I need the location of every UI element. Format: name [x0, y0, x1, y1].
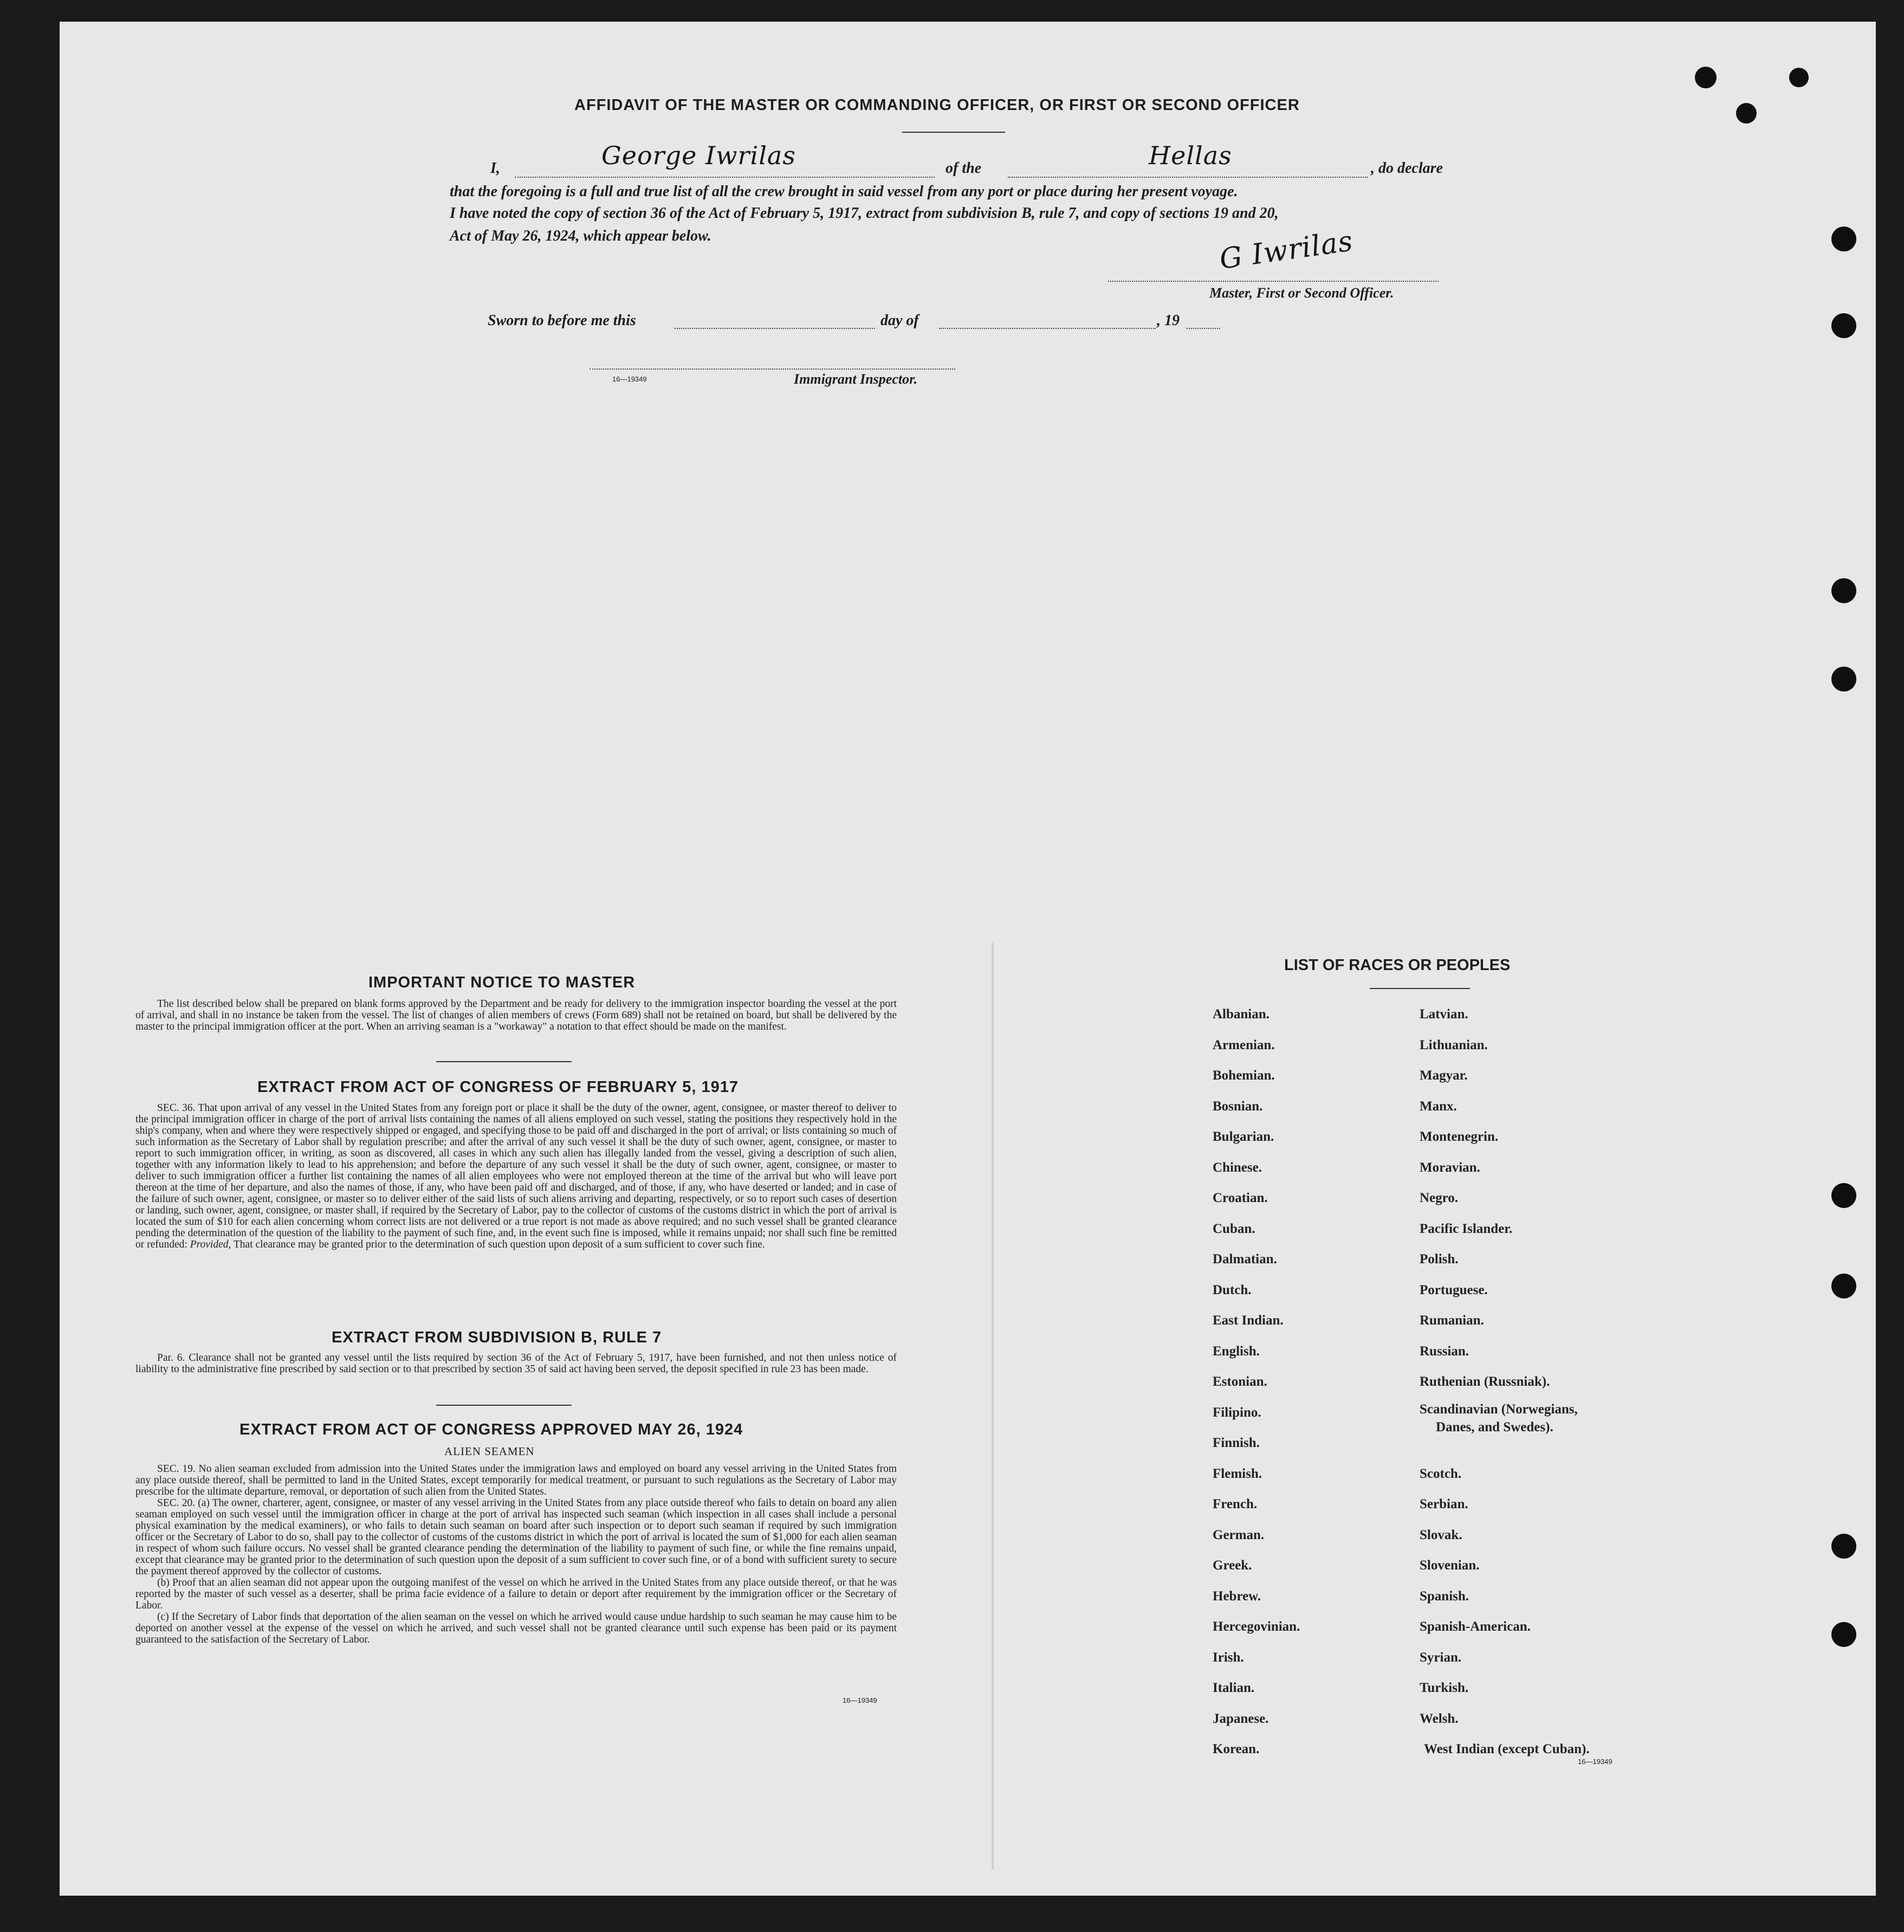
- sworn-date-line: [675, 328, 875, 329]
- race-item: Chinese.: [1213, 1160, 1262, 1175]
- extract1-text-b: That clearance may be granted prior to the determination of such question upon deposit of a sum sufficient to cover such fine.: [233, 1239, 765, 1250]
- race-item: Pacific Islander.: [1420, 1221, 1513, 1236]
- race-item: German.: [1213, 1527, 1265, 1542]
- race-item: Magyar.: [1420, 1068, 1468, 1083]
- sec20b-text: (b) Proof that an alien seaman did not appear upon the outgoing manifest of the vessel on which he arrived in the United States from any place outside thereof, or that he was reported by the master of such vessel as a deserter, shall be prima facie evidence of a failure to detain or deport after requirement by the immigration officer or the Secretary of Labor.: [135, 1577, 897, 1611]
- punch-hole: [1831, 313, 1856, 338]
- punch-hole: [1831, 227, 1856, 251]
- punch-hole: [1789, 68, 1809, 87]
- race-item: Japanese.: [1213, 1711, 1269, 1726]
- race-item: Spanish.: [1420, 1588, 1469, 1604]
- punch-hole: [1831, 667, 1856, 692]
- extract3-subtitle: ALIEN SEAMEN: [444, 1445, 535, 1458]
- race-item: Slovenian.: [1420, 1558, 1480, 1573]
- section-rule: [436, 1405, 572, 1406]
- signer-name-handwritten: George Iwrilas: [601, 141, 796, 170]
- title-rule: [902, 132, 1005, 133]
- race-item: Finnish.: [1213, 1436, 1260, 1450]
- race-item: Cuban.: [1213, 1221, 1255, 1236]
- race-item: Scotch.: [1420, 1466, 1462, 1481]
- extract3-body: [135, 1463, 897, 1645]
- race-item: Danes, and Swedes).: [1436, 1420, 1553, 1435]
- race-item: Armenian.: [1213, 1037, 1275, 1052]
- sworn-prefix: Sworn to before me this: [488, 312, 636, 329]
- extract2-text: Par. 6. Clearance shall not be granted any vessel until the lists required by section 36 of the Act of February 5, 1917, have been furnished, and not then unless notice of liability to the administrative fine prescribed by said section or to that prescribed by section 35 of said act having been served, the deposit specified in rule 23 has been made.: [135, 1352, 897, 1375]
- officer-signature: G Iwrilas: [1217, 225, 1355, 276]
- sworn-year: , 19: [1157, 312, 1180, 329]
- race-item: Turkish.: [1420, 1681, 1469, 1695]
- section-rule: [436, 1061, 572, 1062]
- affidavit-line2: that the foregoing is a full and true list of all the crew brought in said vessel from any port or place during her present voyage.: [450, 183, 1238, 200]
- sworn-year-line: [1187, 328, 1220, 329]
- sworn-month-line: [939, 328, 1156, 329]
- proviso-word: Provided,: [190, 1239, 231, 1250]
- race-item: Ruthenian (Russniak).: [1420, 1374, 1550, 1389]
- race-item: Latvian.: [1420, 1007, 1468, 1022]
- punch-hole: [1831, 1534, 1856, 1559]
- race-item: Hebrew.: [1213, 1588, 1261, 1604]
- race-item: Albanian.: [1213, 1007, 1270, 1022]
- race-item: Greek.: [1213, 1558, 1252, 1573]
- extract1-body: [135, 1102, 897, 1250]
- race-item: Slovak.: [1420, 1527, 1462, 1542]
- race-item: Italian.: [1213, 1681, 1255, 1695]
- race-item: Russian.: [1420, 1343, 1469, 1359]
- affidavit-line4: Act of May 26, 1924, which appear below.: [450, 228, 711, 244]
- race-item: Dutch.: [1213, 1282, 1252, 1297]
- race-item: West Indian (except Cuban).: [1424, 1742, 1590, 1756]
- race-item: Serbian.: [1420, 1497, 1468, 1511]
- notice-text: The list described below shall be prepared on blank forms approved by the Department and be ready for delivery to the immigration inspector boarding the vessel at the port of arrival, and shall in no instance be taken from the vessel. The list of changes of alien members of crews (Form 689) shall not be retained on board, but shall be delivered by the master to the principal immigration officer at the port. When an arriving seaman is a "workaway" a notation to that effect should be made on the manifest.: [135, 998, 897, 1032]
- vessel-field-line: [1008, 177, 1368, 178]
- race-item: Portuguese.: [1420, 1282, 1488, 1297]
- race-item: Manx.: [1420, 1099, 1457, 1114]
- race-item: Irish.: [1213, 1650, 1244, 1665]
- punch-hole: [1831, 578, 1856, 603]
- extract3-title: EXTRACT FROM ACT OF CONGRESS APPROVED MAY 26, 1924: [239, 1421, 743, 1438]
- inspector-signature-line: [590, 369, 955, 370]
- race-item: Welsh.: [1420, 1711, 1459, 1726]
- race-item: Hercegovinian.: [1213, 1619, 1300, 1634]
- affidavit-line1-suffix: , do declare: [1371, 160, 1443, 177]
- race-item: Negro.: [1420, 1191, 1459, 1205]
- race-item: Lithuanian.: [1420, 1037, 1488, 1052]
- inspector-caption: Immigrant Inspector.: [794, 371, 918, 387]
- race-item: Polish.: [1420, 1252, 1459, 1267]
- affidavit-line1-mid: of the: [945, 160, 982, 177]
- form-code: 16—19349: [843, 1696, 877, 1704]
- race-item: Moravian.: [1420, 1160, 1480, 1175]
- sworn-day: day of: [880, 312, 919, 329]
- punch-hole: [1831, 1274, 1856, 1298]
- notice-title: IMPORTANT NOTICE TO MASTER: [368, 974, 636, 991]
- punch-hole: [1736, 103, 1757, 124]
- race-item: Korean.: [1213, 1742, 1260, 1756]
- race-item: Filipino.: [1213, 1405, 1261, 1420]
- race-item: Syrian.: [1420, 1650, 1462, 1665]
- sec19-text: SEC. 19. No alien seaman excluded from admission into the United States under the immigration laws and employed on board any vessel arriving in the United States from any place outside thereof, shall be permitted to land in the United States, except temporarily for medical treatment, or pursuant to such regulations as the Secretary of Labor may prescribe for the ultimate departure, removal, or deportation of such alien from the United States.: [135, 1463, 897, 1497]
- races-title: LIST OF RACES OR PEOPLES: [1284, 957, 1511, 974]
- race-item: East Indian.: [1213, 1313, 1284, 1328]
- signature-line: [1108, 281, 1439, 282]
- race-item: Spanish-American.: [1420, 1619, 1531, 1634]
- affidavit-line3: I have noted the copy of section 36 of the Act of February 5, 1917, extract from subdivision B, rule 7, and copy of sections 19 and 20,: [450, 205, 1279, 222]
- sec20a-text: SEC. 20. (a) The owner, charterer, agent, consignee, or master of any vessel arriving in the United States from any place outside thereof who fails to detain on board any alien seaman employed on such vessel until the immigration officer in charge at the port of arrival has inspected such seaman (which inspection in all cases shall include a personal physical examination by the medical examiners), or who fails to detain such seaman on board after such inspection or to deport such seaman if required by such immigration officer or the Secretary of Labor to do so, shall pay to the collector of customs of the customs district in which the port of arrival is located the sum of $1,000 for each alien seaman in respect of whom such failure occurs. No vessel shall be granted clearance pending the determination of the liability to payment of such fine, or while the fine remains unpaid, except that clearance may be granted prior to the determination of such question upon the deposit of a sum sufficient to cover such fine, or of a bond with sufficient surety to secure the payment thereof approved by the collector of customs.: [135, 1497, 897, 1577]
- race-item: Rumanian.: [1420, 1313, 1484, 1328]
- affidavit-title: AFFIDAVIT OF THE MASTER OR COMMANDING OFFICER, OR FIRST OR SECOND OFFICER: [574, 96, 1300, 114]
- name-field-line: [515, 177, 935, 178]
- sec20c-text: (c) If the Secretary of Labor finds that deportation of the alien seaman on the vessel on which he arrived would cause undue hardship to such seaman he may cause him to be deported on another vessel at the expense of the vessel on which he arrived, and such vessel shall not be granted clearance until such expense has been paid or its payment guaranteed to the satisfaction of the Secretary of Labor.: [135, 1611, 897, 1645]
- signature-caption: Master, First or Second Officer.: [1209, 285, 1394, 301]
- race-item: Bulgarian.: [1213, 1129, 1274, 1144]
- punch-hole: [1695, 67, 1717, 88]
- race-item: Bohemian.: [1213, 1068, 1275, 1083]
- race-item: Dalmatian.: [1213, 1252, 1277, 1267]
- race-item: English.: [1213, 1343, 1260, 1359]
- race-item: Croatian.: [1213, 1191, 1268, 1205]
- extract1-text-a: SEC. 36. That upon arrival of any vessel in the United States from any foreign port or place it shall be the duty of the owner, agent, consignee, or master thereof to deliver to the principal immigration officer in charge of the port of arrival lists containing the names of all aliens employed on such vessel, stating the positions they respectively hold in the ship's company, when and where they were respectively shipped or engaged, and specifying those to be paid off and discharged in the port of arrival; or lists containing so much of such information as the Secretary of Labor shall by regulation prescribe; and after the arrival of any such vessel it shall be the duty of such owner, agent, consignee, or master to report to such immigration officer, in writing, as soon as discovered, all cases in which any such alien has illegally landed from the vessel, giving a description of such alien, together with any information likely to lead to his apprehension; and before the departure of any such vessel it shall be the duty of such owner, agent, consignee, or master to deliver to such immigration officer a further list containing the names of all alien employees who were not employed thereon at the time of the arrival but who will leave port thereon at the time of her departure, and also the names of those, if any, who have been paid off and discharged, and of those, if any, who have deserted or landed; and in case of the failure of such owner, agent, consignee, or master so to deliver either of the said lists of such aliens arriving and departing, respectively, or so to report such cases of desertion or landing, such owner, agent, consignee, or master shall, if required by the Secretary of Labor, pay to the collector of customs of the customs district in which the port of arrival is located the sum of $10 for each alien concerning whom correct lists are not delivered or a true report is not made as above required; and no such vessel shall be granted clearance pending the determination of the question of the liability to the payment of such fine, and, in the event such fine is imposed, while it remains unpaid; nor shall such fine be remitted or refunded:: [135, 1102, 897, 1250]
- race-item: Montenegrin.: [1420, 1129, 1499, 1144]
- race-item: Bosnian.: [1213, 1099, 1263, 1114]
- race-item: Flemish.: [1213, 1466, 1262, 1481]
- races-rule: [1370, 988, 1470, 989]
- extract1-title: EXTRACT FROM ACT OF CONGRESS OF FEBRUARY 5, 1917: [257, 1078, 739, 1096]
- page-fold: [992, 943, 994, 1870]
- affidavit-line1-prefix: I,: [490, 160, 500, 177]
- race-item: Estonian.: [1213, 1374, 1267, 1389]
- form-code: 16—19349: [1578, 1757, 1612, 1766]
- punch-hole: [1831, 1622, 1856, 1647]
- race-item: French.: [1213, 1497, 1258, 1511]
- race-item: Scandinavian (Norwegians,: [1420, 1401, 1578, 1417]
- punch-hole: [1831, 1183, 1856, 1208]
- extract2-body: [135, 1352, 897, 1375]
- vessel-name-handwritten: Hellas: [1149, 141, 1232, 170]
- extract2-title: EXTRACT FROM SUBDIVISION B, RULE 7: [332, 1329, 662, 1346]
- notice-body: [135, 998, 897, 1032]
- form-code: 16—19349: [612, 375, 647, 383]
